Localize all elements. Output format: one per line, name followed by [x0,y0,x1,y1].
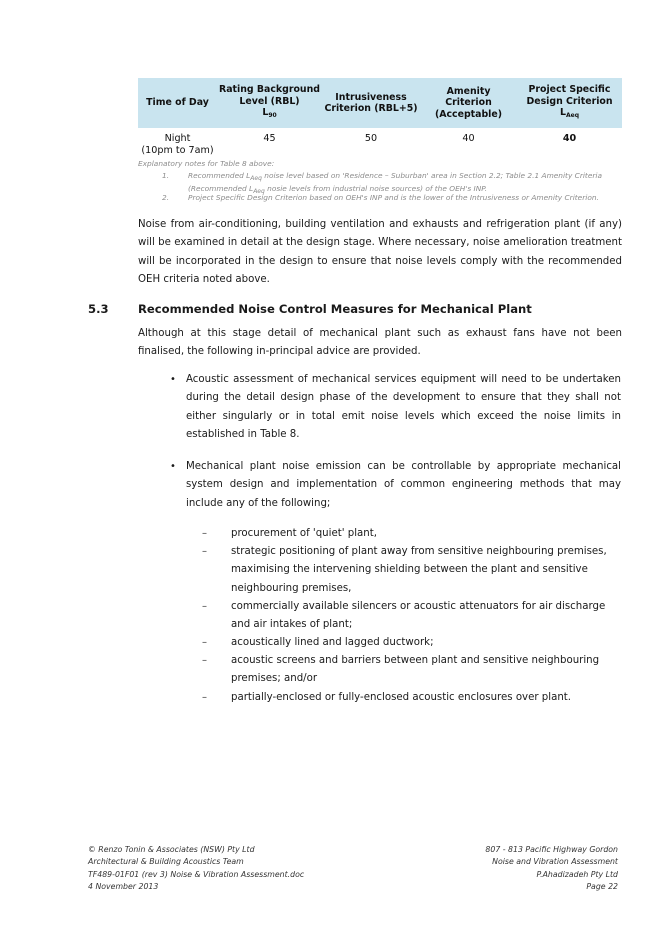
sub-item-4: acoustically lined and lagged ductwork; [231,637,434,648]
bullet-icon: • [170,461,176,472]
dash-icon: – [202,601,207,612]
footer-team: Architectural & Building Acoustics Team [88,857,244,867]
footer-left [88,844,304,894]
notes-title: Explanatory notes for Table 8 above: [138,159,275,168]
paragraph-plant-noise: Noise from air-conditioning, building ventilation and exhausts and refrigeration plant (if any) will be examined in detail at the design stage. Where necessary, noise amelioration treatment will be incorporated in the design to ensure that noise levels comply with the recommended OEH criteria noted above. [138,219,622,286]
sub-item-1: procurement of 'quiet' plant, [231,528,377,539]
header-project-specific: Project Specific Design Criterion $L_{Aeq}$ [517,78,622,128]
dash-icon: – [202,692,207,703]
section-number: 5.3 [88,302,109,316]
dash-icon: – [202,655,207,666]
header-time-of-day: Time of Day [138,78,217,128]
header-amenity: Amenity Criterion (Acceptable) [420,78,517,128]
table-header-row [138,78,622,128]
noise-criteria-table [138,78,622,164]
bullet-item-1: Acoustic assessment of mechanical services equipment will need to be undertaken during the detail design phase of the development to ensure that they shall not either singularly or in total emit noise levels which exceed the noise limits in established in Table 8. [186,374,621,441]
cell-project-specific: 40 [562,133,577,144]
footer-right [485,844,618,894]
cell-amenity: 40 [462,133,475,144]
cell-intrusiveness: 50 [364,133,378,144]
sub-item-2: strategic positioning of plant away from sensitive neighbouring premises, maximising the intervening shielding between the plant and sensitive neighbouring premises, [231,546,607,594]
bullet-item-2: Mechanical plant noise emission can be controllable by appropriate mechanical system design and implementation of common engineering methods that may include any of the following; [186,461,621,509]
dash-icon: – [202,546,207,557]
paragraph-intro: Although at this stage detail of mechanical plant such as exhaust fans have not been finalised, the following in-principal advice are provided. [138,328,622,358]
header-intrusiveness: Intrusiveness Criterion (RBL+5) [322,78,420,128]
dash-icon: – [202,637,207,648]
header-rbl: Rating Background Level (RBL) $L_{90}$ [217,78,322,128]
footer-address: 807 - 813 Pacific Highway Gordon [485,845,618,854]
footer-client: P.Ahadizadeh Pty Ltd [536,869,618,879]
footer-copyright: © Renzo Tonin & Associates (NSW) Pty Ltd [88,845,255,854]
bullet-icon: • [170,374,176,385]
sub-item-6: partially-enclosed or fully-enclosed acoustic enclosures over plant. [231,692,572,703]
cell-rbl: 45 [263,133,276,144]
footer-doc-ref: TF489-01F01 (rev 3) Noise & Vibration Assessment.doc [88,869,305,879]
section-title: Recommended Noise Control Measures for Mechanical Plant [138,302,532,316]
sub-item-5: acoustic screens and barriers between plant and sensitive neighbouring premises; and/or [231,655,600,685]
cell-time: Night (10pm to 7am) [141,133,214,156]
sub-item-3: commercially available silencers or acoustic attenuators for air discharge and air intakes of plant; [231,601,606,631]
dash-icon: – [202,528,207,539]
footer-date: 4 November 2013 [88,882,159,892]
footer-page-number: Page 22 [586,882,618,892]
footer-report-type: Noise and Vibration Assessment [492,857,618,867]
